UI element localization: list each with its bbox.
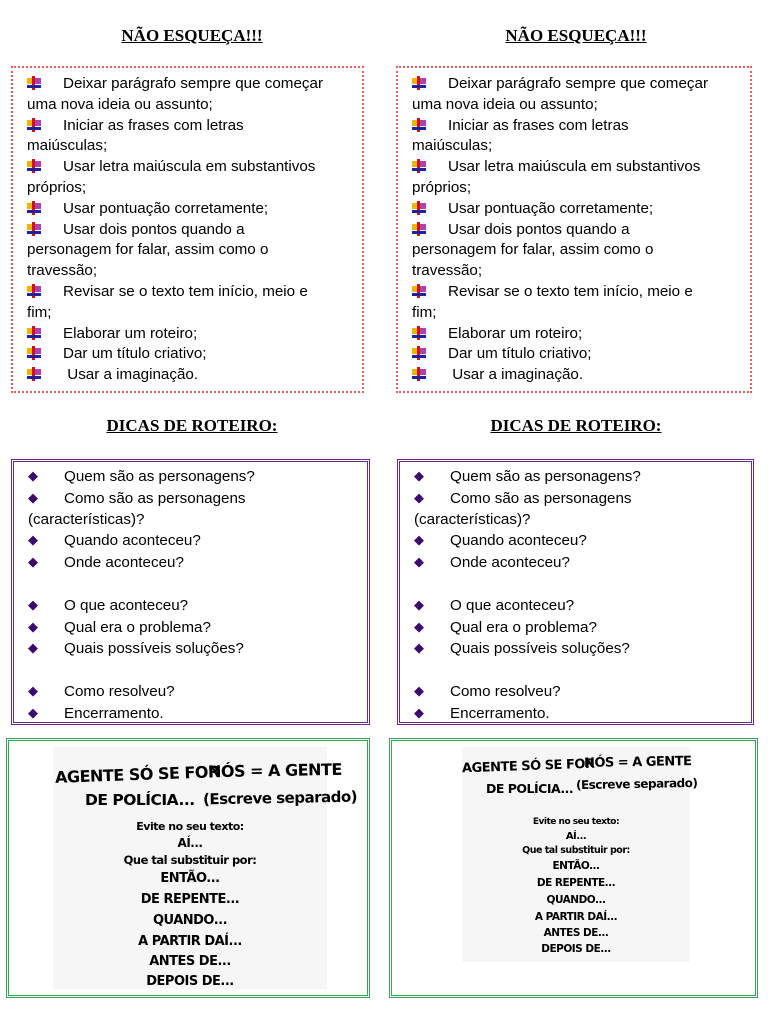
colored-cross-bullet-icon: [27, 367, 41, 381]
reminder-item: [27, 282, 348, 303]
image-line-1: AGENTE SÓ SE FOR: [461, 756, 595, 777]
reminder-item-continuation: [27, 136, 348, 157]
image-alt-2: DE REPENTE...: [140, 892, 240, 907]
image-alt-4: A PARTIR DAÍ...: [138, 934, 242, 949]
reminder-text: Usar a imaginação.: [63, 366, 199, 384]
reminder-item: [27, 157, 348, 178]
reminder-item-continuation: [412, 261, 736, 282]
reminders-title: NÃO ESQUEÇA!!!: [121, 26, 263, 45]
reminder-text: maiúsculas;: [27, 137, 108, 155]
tip-text: (características)?: [414, 510, 531, 528]
image-ai: AÍ...: [177, 836, 203, 850]
reminder-text: Dar um título criativo;: [448, 345, 592, 363]
image-box: [389, 738, 758, 998]
tip-item: [414, 638, 737, 660]
reminder-item: [27, 344, 348, 365]
reminder-text: maiúsculas;: [412, 137, 493, 155]
diamond-bullet-icon: ◆: [414, 554, 424, 570]
colored-cross-bullet-icon: [412, 76, 426, 90]
image-replace: Que tal substituir por:: [123, 853, 257, 867]
colored-cross-bullet-icon: [412, 367, 426, 381]
tip-text: Como são as personagens: [64, 489, 246, 507]
diamond-bullet-icon: ◆: [28, 618, 38, 634]
diamond-bullet-icon: ◆: [414, 640, 424, 656]
card-right: [384, 0, 768, 1024]
diamond-bullet-icon: ◆: [28, 532, 38, 548]
image-alt-4: A PARTIR DAÍ...: [534, 911, 618, 923]
reminder-text: Elaborar um roteiro;: [63, 324, 198, 342]
tips-title: DICAS DE ROTEIRO:: [106, 416, 278, 435]
tip-item: [414, 488, 737, 510]
tip-item: [28, 617, 353, 639]
tip-text: Quando aconteceu?: [64, 532, 201, 550]
reminder-text: travessão;: [27, 262, 98, 280]
reminder-item-continuation: [27, 240, 348, 261]
reminder-item-continuation: [27, 261, 348, 282]
image-replace: Que tal substituir por:: [522, 845, 630, 856]
tip-item: [414, 703, 737, 725]
tips-title: DICAS DE ROTEIRO:: [490, 416, 662, 435]
reminder-text: Deixar parágrafo sempre que começar: [448, 75, 708, 92]
reminders-title: NÃO ESQUEÇA!!!: [505, 26, 647, 45]
reminder-item-continuation: [27, 95, 348, 116]
reminder-item: [27, 365, 348, 386]
tip-spacer: [414, 574, 737, 595]
reminders-box: [396, 66, 752, 393]
image-line-4: (Escreve separado): [202, 787, 358, 809]
tip-text: O que aconteceu?: [64, 596, 189, 614]
reminder-item: [27, 220, 348, 241]
diamond-bullet-icon: ◆: [414, 704, 424, 720]
reminder-item: [412, 365, 736, 386]
tip-item: [28, 703, 353, 725]
diamond-bullet-icon: ◆: [414, 682, 424, 698]
tip-spacer: [28, 574, 353, 595]
diamond-bullet-icon: ◆: [28, 704, 38, 720]
image-line-2: DE POLÍCIA...: [85, 791, 195, 809]
tip-text: Quem são as personagens?: [64, 468, 255, 485]
tip-item: [414, 466, 737, 488]
tip-text: Quando aconteceu?: [450, 532, 587, 550]
reminder-item: [412, 344, 736, 365]
tip-item-continuation: [28, 510, 353, 531]
image-ai: AÍ...: [565, 831, 587, 842]
reminder-item-continuation: [412, 95, 736, 116]
tip-text: Como resolveu?: [450, 682, 561, 700]
tip-text: Como resolveu?: [64, 682, 175, 700]
diamond-bullet-icon: ◆: [28, 682, 38, 698]
image-alt-3: QUANDO...: [152, 913, 228, 928]
tip-text: Onde aconteceu?: [450, 554, 570, 572]
image-alt-5: ANTES DE...: [543, 927, 609, 939]
tip-text: Encerramento.: [64, 704, 164, 722]
tip-text: Como são as personagens: [450, 489, 632, 507]
image-alt-2: DE REPENTE...: [536, 877, 616, 889]
tip-spacer: [28, 660, 353, 681]
diamond-bullet-icon: ◆: [414, 618, 424, 634]
reminder-item-continuation: [412, 136, 736, 157]
diamond-bullet-icon: ◆: [414, 468, 424, 483]
reminder-text: Usar pontuação corretamente;: [448, 199, 654, 217]
reminder-text: Usar dois pontos quando a: [448, 220, 630, 238]
reminder-item-continuation: [412, 240, 736, 261]
colored-cross-bullet-icon: [27, 201, 41, 215]
colored-cross-bullet-icon: [27, 118, 41, 132]
image-alt-1: ENTÃO...: [552, 860, 600, 872]
diamond-bullet-icon: ◆: [28, 640, 38, 656]
reminder-text: próprios;: [27, 178, 87, 196]
reminder-text: fim;: [412, 303, 437, 321]
image-line-2: DE POLÍCIA...: [486, 781, 574, 796]
colored-cross-bullet-icon: [412, 284, 426, 298]
writing-tips-image: [53, 747, 358, 989]
tip-text: Qual era o problema?: [450, 618, 597, 636]
tip-item: [28, 552, 353, 574]
image-alt-1: ENTÃO...: [160, 871, 220, 886]
reminder-text: Iniciar as frases com letras: [448, 116, 629, 134]
image-alt-6: DEPOIS DE...: [541, 943, 611, 955]
tip-text: Quais possíveis soluções?: [450, 640, 630, 658]
image-avoid: Evite no seu texto:: [532, 817, 620, 827]
reminder-item: [412, 157, 736, 178]
reminder-item: [27, 116, 348, 137]
image-alt-6: DEPOIS DE...: [146, 974, 234, 989]
reminder-item: [412, 116, 736, 137]
colored-cross-bullet-icon: [27, 346, 41, 360]
tip-text: Quais possíveis soluções?: [64, 640, 244, 658]
image-line-1: AGENTE SÓ SE FOR: [54, 762, 221, 787]
reminder-text: Deixar parágrafo sempre que começar: [63, 75, 323, 92]
reminder-text: Usar letra maiúscula em substantivos: [63, 158, 316, 176]
reminder-text: próprios;: [412, 178, 472, 196]
tip-text: (características)?: [28, 510, 145, 528]
diamond-bullet-icon: ◆: [414, 596, 424, 612]
reminder-item: [412, 324, 736, 345]
colored-cross-bullet-icon: [412, 118, 426, 132]
reminder-text: uma nova ideia ou assunto;: [412, 95, 598, 113]
colored-cross-bullet-icon: [27, 222, 41, 236]
reminder-text: Revisar se o texto tem início, meio e: [63, 282, 308, 300]
image-line-4: (Escreve separado): [575, 775, 698, 793]
tip-spacer: [414, 660, 737, 681]
tip-item: [414, 530, 737, 552]
diamond-bullet-icon: ◆: [28, 489, 38, 505]
tip-item: [28, 488, 353, 510]
tip-text: Encerramento.: [450, 704, 550, 722]
diamond-bullet-icon: ◆: [414, 489, 424, 505]
colored-cross-bullet-icon: [412, 222, 426, 236]
colored-cross-bullet-icon: [27, 159, 41, 173]
tip-text: Onde aconteceu?: [64, 554, 184, 572]
reminder-text: fim;: [27, 303, 52, 321]
reminder-text: Revisar se o texto tem início, meio e: [448, 282, 693, 300]
image-box: [6, 738, 370, 998]
colored-cross-bullet-icon: [412, 326, 426, 340]
image-alt-3: QUANDO...: [546, 894, 606, 906]
diamond-bullet-icon: ◆: [28, 554, 38, 570]
writing-tips-image: [461, 747, 698, 962]
colored-cross-bullet-icon: [412, 159, 426, 173]
reminder-item: [27, 74, 348, 95]
tip-item: [414, 552, 737, 574]
colored-cross-bullet-icon: [412, 346, 426, 360]
tip-item-continuation: [414, 510, 737, 531]
reminder-item-continuation: [412, 303, 736, 324]
reminder-item: [412, 199, 736, 220]
reminder-text: Usar a imaginação.: [448, 366, 584, 384]
reminder-text: personagem for falar, assim como o: [27, 241, 269, 259]
tip-item: [28, 466, 353, 488]
tip-text: O que aconteceu?: [450, 596, 575, 614]
colored-cross-bullet-icon: [27, 284, 41, 298]
reminder-text: Elaborar um roteiro;: [448, 324, 583, 342]
tip-item: [28, 681, 353, 703]
image-alt-5: ANTES DE...: [149, 954, 231, 969]
reminder-item: [412, 282, 736, 303]
colored-cross-bullet-icon: [27, 76, 41, 90]
reminder-text: personagem for falar, assim como o: [412, 241, 654, 259]
tip-item: [414, 595, 737, 617]
tip-text: Qual era o problema?: [64, 618, 211, 636]
colored-cross-bullet-icon: [412, 201, 426, 215]
tips-box: [11, 459, 370, 725]
image-line-3: NÓS = A GENTE: [207, 759, 342, 782]
reminder-text: travessão;: [412, 262, 483, 280]
reminder-text: Usar letra maiúscula em substantivos: [448, 158, 701, 176]
reminder-item: [27, 324, 348, 345]
reminder-item: [27, 199, 348, 220]
reminder-item-continuation: [27, 303, 348, 324]
reminder-text: Iniciar as frases com letras: [63, 116, 244, 134]
reminder-item-continuation: [412, 178, 736, 199]
reminders-box: [11, 66, 364, 393]
reminder-item: [412, 74, 736, 95]
tip-item: [28, 638, 353, 660]
tip-item: [414, 681, 737, 703]
tip-text: Quem são as personagens?: [450, 468, 641, 485]
reminder-text: uma nova ideia ou assunto;: [27, 95, 213, 113]
image-line-3: NÓS = A GENTE: [583, 754, 692, 771]
tips-box: [397, 459, 754, 725]
colored-cross-bullet-icon: [27, 326, 41, 340]
diamond-bullet-icon: ◆: [28, 596, 38, 612]
diamond-bullet-icon: ◆: [28, 468, 38, 483]
image-avoid: Evite no seu texto:: [136, 820, 244, 833]
reminder-item: [412, 220, 736, 241]
reminder-text: Usar dois pontos quando a: [63, 220, 245, 238]
diamond-bullet-icon: ◆: [414, 532, 424, 548]
reminder-text: Usar pontuação corretamente;: [63, 199, 269, 217]
tip-item: [28, 530, 353, 552]
tip-item: [414, 617, 737, 639]
reminder-item-continuation: [27, 178, 348, 199]
reminder-text: Dar um título criativo;: [63, 345, 207, 363]
tip-item: [28, 595, 353, 617]
